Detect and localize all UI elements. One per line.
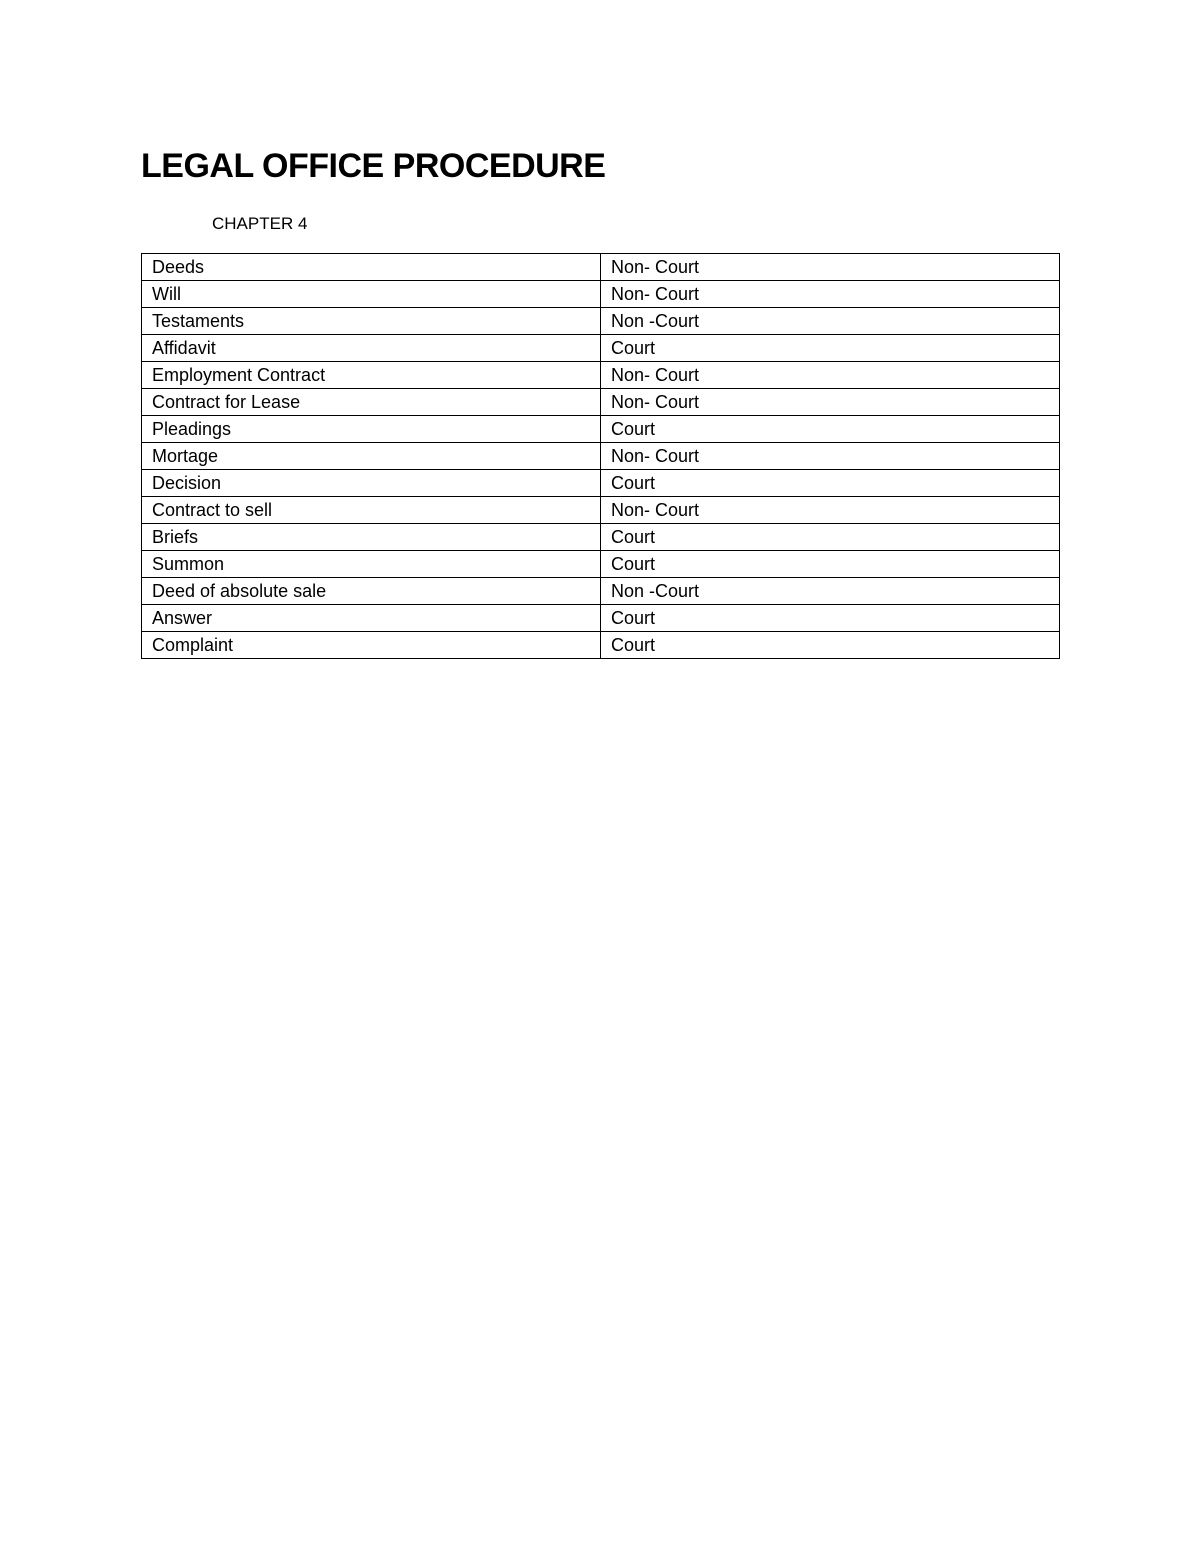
table-row (142, 578, 1060, 605)
table-row (142, 632, 1060, 659)
table-row (142, 443, 1060, 470)
table-row (142, 416, 1060, 443)
category-cell: Court (601, 335, 1060, 362)
category-cell: Non- Court (601, 281, 1060, 308)
document-name-cell: Employment Contract (142, 362, 601, 389)
category-cell: Non- Court (601, 443, 1060, 470)
document-name-cell: Testaments (142, 308, 601, 335)
document-title: LEGAL OFFICE PROCEDURE (141, 147, 606, 185)
table-row (142, 470, 1060, 497)
category-cell: Non- Court (601, 362, 1060, 389)
category-cell: Non- Court (601, 389, 1060, 416)
table-row (142, 335, 1060, 362)
table-row (142, 254, 1060, 281)
table-row (142, 281, 1060, 308)
category-cell: Court (601, 632, 1060, 659)
document-name-cell: Deeds (142, 254, 601, 281)
category-cell: Non- Court (601, 254, 1060, 281)
category-cell: Court (601, 416, 1060, 443)
document-name-cell: Briefs (142, 524, 601, 551)
document-name-cell: Affidavit (142, 335, 601, 362)
category-cell: Court (601, 524, 1060, 551)
table-row (142, 308, 1060, 335)
table-row (142, 524, 1060, 551)
document-name-cell: Contract to sell (142, 497, 601, 524)
document-name-cell: Will (142, 281, 601, 308)
category-cell: Court (601, 551, 1060, 578)
document-name-cell: Mortage (142, 443, 601, 470)
category-cell: Non- Court (601, 497, 1060, 524)
document-name-cell: Answer (142, 605, 601, 632)
document-name-cell: Deed of absolute sale (142, 578, 601, 605)
chapter-heading: CHAPTER 4 (212, 214, 308, 233)
table-row (142, 362, 1060, 389)
table-row (142, 389, 1060, 416)
category-cell: Court (601, 470, 1060, 497)
category-cell: Non -Court (601, 578, 1060, 605)
table-row (142, 605, 1060, 632)
document-name-cell: Summon (142, 551, 601, 578)
category-cell: Court (601, 605, 1060, 632)
legal-documents-table (141, 253, 1060, 659)
category-cell: Non -Court (601, 308, 1060, 335)
document-name-cell: Contract for Lease (142, 389, 601, 416)
document-name-cell: Complaint (142, 632, 601, 659)
document-name-cell: Decision (142, 470, 601, 497)
document-name-cell: Pleadings (142, 416, 601, 443)
table-row (142, 551, 1060, 578)
table-row (142, 497, 1060, 524)
